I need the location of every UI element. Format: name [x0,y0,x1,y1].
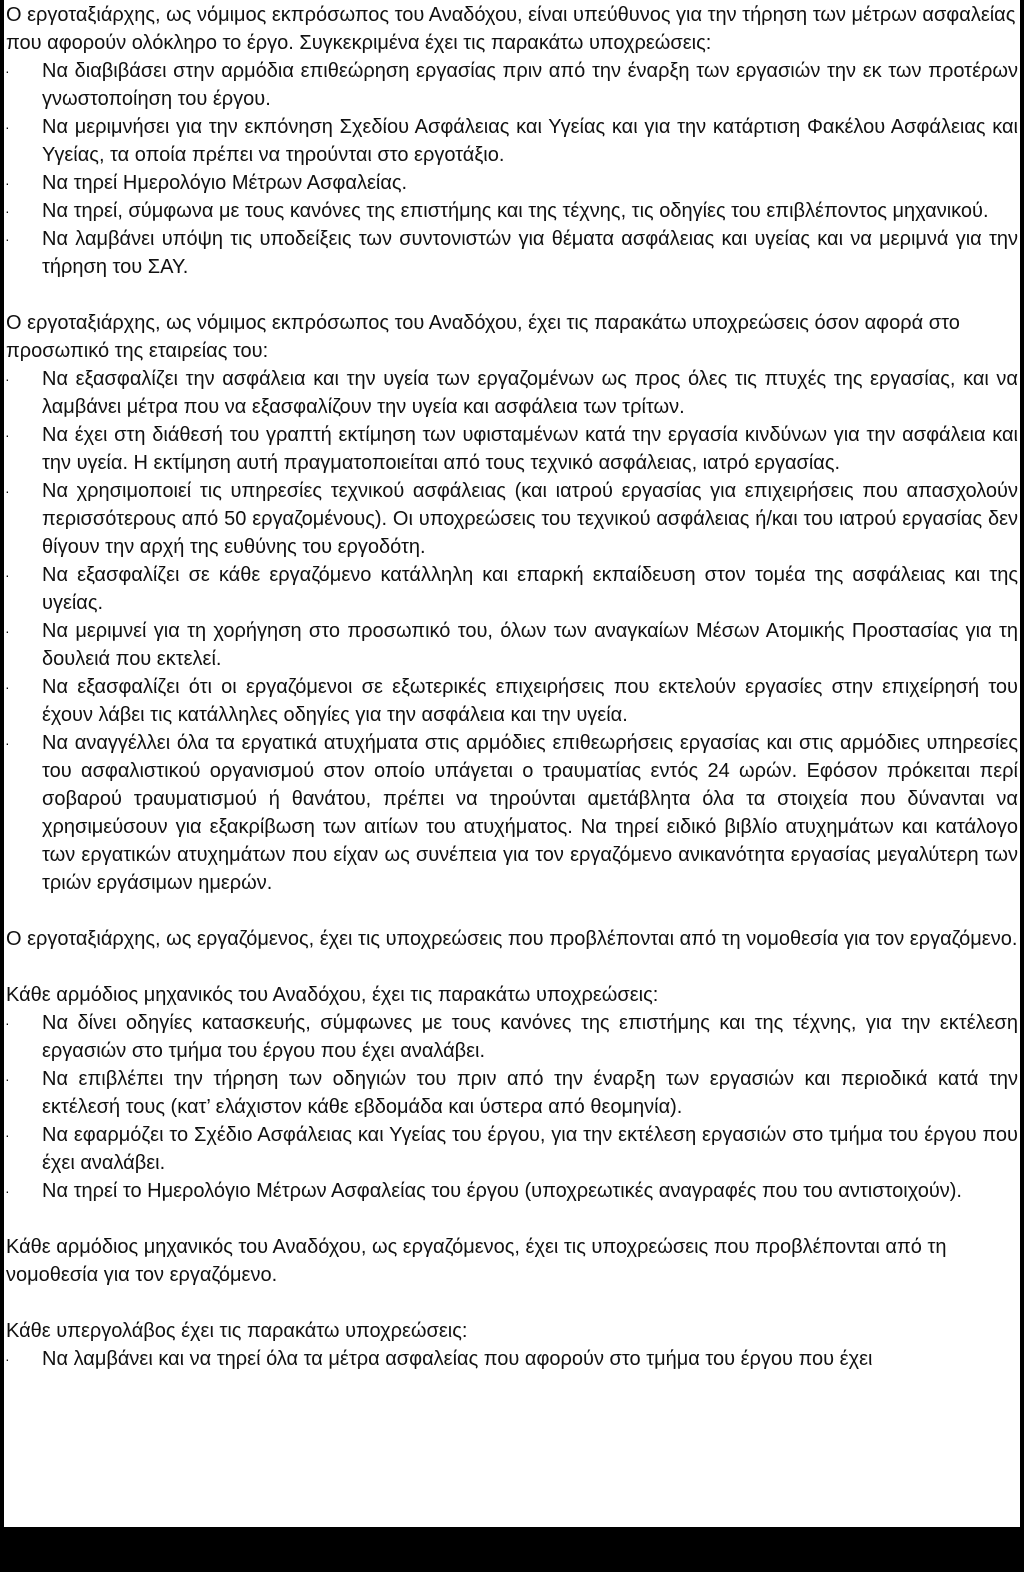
list-item-text: Να εφαρμόζει το Σχέδιο Ασφάλειας και Υγείας του έργου, για την εκτέλεση εργασιών στο τμήμα του έργου που έχει αναλάβει. [42,1124,1018,1174]
document-page [4,0,1020,1527]
list-item-text: Να εξασφαλίζει σε κάθε εργαζόμενο κατάλληλη και επαρκή εκπαίδευση στον τομέα της ασφάλειας και της υγείας. [42,564,1018,614]
list-item [6,197,1020,225]
list-item [6,169,1020,197]
list-item [6,673,1020,729]
bullet-icon: · [5,483,10,499]
list-item [6,1009,1020,1065]
list-item [6,1065,1020,1121]
bullet-icon: · [5,1183,10,1199]
list-item [6,113,1020,169]
list-item [6,477,1020,561]
list-item-text: Να εξασφαλίζει την ασφάλεια και την υγεία των εργαζομένων ως προς όλες τις πτυχές της εργασίας, και να λαμβάνει μέτρα που να εξασφαλίζουν την υγεία και ασφάλεια των τρίτων. [42,368,1018,418]
bullet-icon: · [5,175,10,191]
paragraph-spacer [6,1205,1020,1233]
list-item-text: Να λαμβάνει υπόψη τις υποδείξεις των συντονιστών για θέματα ασφάλειας και υγείας και να μεριμνά για την τήρηση του ΣΑΥ. [42,228,1018,278]
paragraph-spacer [6,281,1020,309]
list-item-text: Να έχει στη διάθεσή του γραπτή εκτίμηση των υφισταμένων κατά την εργασία κινδύνων για την ασφάλεια και την υγεία. Η εκτίμηση αυτή πραγματοποιείται από τους τεχνικό ασφάλειας, ιατρό εργασίας. [42,424,1018,474]
obligations-list [6,365,1020,897]
bullet-icon: · [5,371,10,387]
section-intro: Κάθε υπεργολάβος έχει τις παρακάτω υποχρεώσεις: [6,1320,468,1342]
list-item [6,1121,1020,1177]
list-item [6,729,1020,897]
obligations-list [6,1009,1020,1205]
section-intro: Ο εργοταξιάρχης, ως νόμιμος εκπρόσωπος του Αναδόχου, είναι υπεύθυνος για την τήρηση των μέτρων ασφαλείας που αφορούν ολόκληρο το έργο. Συγκεκριμένα έχει τις παρακάτω υποχρεώσεις: [6,4,1016,54]
bullet-icon: · [5,119,10,135]
list-item-text: Να λαμβάνει και να τηρεί όλα τα μέτρα ασφαλείας που αφορούν στο τμήμα του έργου που έχει [42,1348,873,1370]
list-item-text: Να αναγγέλλει όλα τα εργατικά ατυχήματα στις αρμόδιες επιθεωρήσεις εργασίας και στις αρμόδιες υπηρεσίες του ασφαλιστικού οργανισμού στον οποίο υπάγεται ο τραυματίας εντός 24 ωρών. Εφόσον πρόκειται περί σοβαρού τραυματισμού ή θανάτου, πρέπει να τηρούνται αμετάβλητα όλα τα στοιχεία που δύνανται να χρησιμεύσουν για εξακρίβωση των αιτίων του ατυχήματος. Να τηρεί ειδικό βιβλίο ατυχημάτων και κατάλογο των εργατικών ατυχημάτων που είχαν ως συνέπεια για τον εργαζόμενο ανικανότητα εργασίας μεγαλύτερη των τριών εργάσιμων ημερών. [42,732,1018,894]
obligations-list [6,57,1020,281]
list-item-text: Να μεριμνεί για τη χορήγηση στο προσωπικό του, όλων των αναγκαίων Μέσων Ατομικής Προστασίας για τη δουλειά που εκτελεί. [42,620,1018,670]
bullet-icon: · [5,623,10,639]
bullet-icon: · [5,567,10,583]
section-intro: Ο εργοταξιάρχης, ως εργαζόμενος, έχει τις υποχρεώσεις που προβλέπονται από τη νομοθεσία για τον εργαζόμενο. [6,928,1018,950]
paragraph-spacer [6,1289,1020,1317]
bullet-icon: · [5,231,10,247]
list-item-text: Να διαβιβάσει στην αρμόδια επιθεώρηση εργασίας πριν από την έναρξη των εργασιών την εκ των προτέρων γνωστοποίηση του έργου. [42,60,1018,110]
bullet-icon: · [5,1127,10,1143]
section-intro: Κάθε αρμόδιος μηχανικός του Αναδόχου, έχει τις παρακάτω υποχρεώσεις: [6,984,659,1006]
list-item-text: Να τηρεί Ημερολόγιο Μέτρων Ασφαλείας. [42,172,408,194]
list-item-text: Να δίνει οδηγίες κατασκευής, σύμφωνες με τους κανόνες της επιστήμης και της τέχνης, για την εκτέλεση εργασιών στο τμήμα του έργου που έχει αναλάβει. [42,1012,1018,1062]
list-item-text: Να επιβλέπει την τήρηση των οδηγιών του πριν από την έναρξη των εργασιών και περιοδικά κατά την εκτέλεσή τους (κατ’ ελάχιστον κάθε εβδομάδα και ύστερα από θεομηνία). [42,1068,1018,1118]
obligations-list [6,1345,1020,1373]
bullet-icon: · [5,203,10,219]
document-body [4,0,1020,1373]
section-intro: Κάθε αρμόδιος μηχανικός του Αναδόχου, ως εργαζόμενος, έχει τις υποχρεώσεις που προβλέπονται από τη νομοθεσία για τον εργαζόμενο. [6,1236,947,1286]
list-item [6,365,1020,421]
bullet-icon: · [5,63,10,79]
list-item [6,421,1020,477]
list-item [6,1177,1020,1205]
list-item-text: Να χρησιμοποιεί τις υπηρεσίες τεχνικού ασφάλειας (και ιατρού εργασίας για επιχειρήσεις που απασχολούν περισσότερους από 50 εργαζομένους). Οι υποχρεώσεις του τεχνικού ασφάλειας ή/και του ιατρού εργασίας δεν θίγουν την αρχή της ευθύνης του εργοδότη. [42,480,1018,558]
bullet-icon: · [5,1071,10,1087]
bullet-icon: · [5,1351,10,1367]
list-item [6,617,1020,673]
bullet-icon: · [5,427,10,443]
list-item-text: Να εξασφαλίζει ότι οι εργαζόμενοι σε εξωτερικές επιχειρήσεις που εκτελούν εργασίες στην επιχείρησή του έχουν λάβει τις κατάλληλες οδηγίες για την ασφάλεια και την υγεία. [42,676,1018,726]
bullet-icon: · [5,1015,10,1031]
bullet-icon: · [5,735,10,751]
list-item [6,57,1020,113]
paragraph-spacer [6,953,1020,981]
bottom-black-bar [0,1527,1024,1572]
list-item [6,225,1020,281]
section-intro: Ο εργοταξιάρχης, ως νόμιμος εκπρόσωπος του Αναδόχου, έχει τις παρακάτω υποχρεώσεις όσον αφορά στο προσωπικό της εταιρείας του: [6,312,960,362]
list-item [6,561,1020,617]
paragraph-spacer [6,897,1020,925]
list-item-text: Να τηρεί, σύμφωνα με τους κανόνες της επιστήμης και της τέχνης, τις οδηγίες του επιβλέποντος μηχανικού. [42,200,989,222]
list-item-text: Να τηρεί το Ημερολόγιο Μέτρων Ασφαλείας του έργου (υποχρεωτικές αναγραφές που του αντιστοιχούν). [42,1180,962,1202]
list-item [6,1345,1020,1373]
list-item-text: Να μεριμνήσει για την εκπόνηση Σχεδίου Ασφάλειας και Υγείας και για την κατάρτιση Φακέλου Ασφάλειας και Υγείας, τα οποία πρέπει να τηρούνται στο εργοτάξιο. [42,116,1018,166]
bullet-icon: · [5,679,10,695]
